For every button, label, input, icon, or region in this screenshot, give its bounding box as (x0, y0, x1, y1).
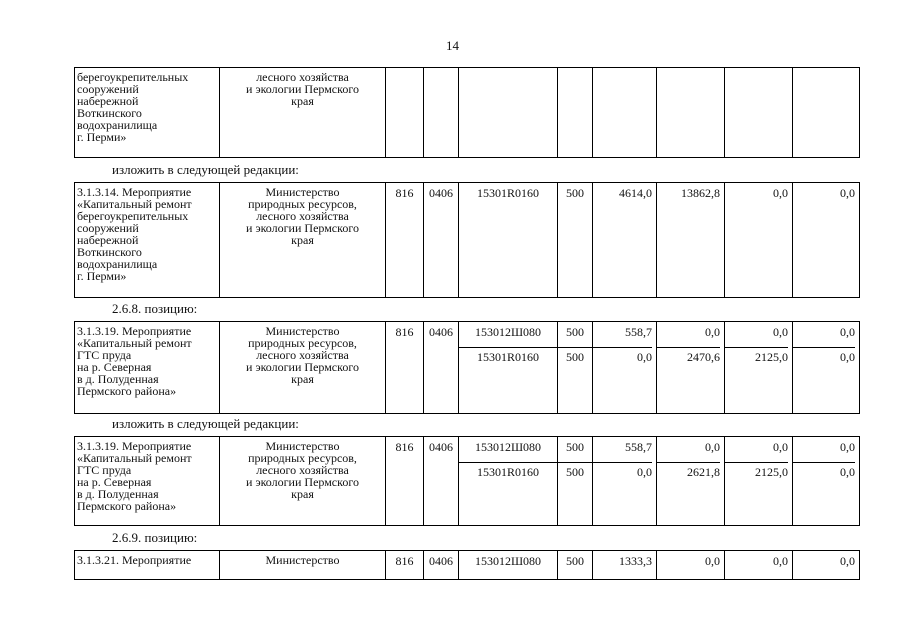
value-1-value: 4614,0 (619, 186, 652, 200)
gcode-cell (386, 68, 424, 158)
target-code-value: 15301R0160 (459, 347, 557, 363)
position-heading-2-6-8: 2.6.8. позицию: (112, 301, 198, 316)
value-3-value: 0,0 (773, 554, 788, 568)
instruction-text: изложить в следующей редакции: (112, 162, 299, 177)
responsible-executor-cell (220, 551, 386, 580)
section-code-cell (424, 68, 459, 158)
activity-name-line: берегоукрепительных (77, 209, 189, 223)
gcode-value: 816 (395, 554, 414, 568)
value-4-value: 0,0 (840, 440, 855, 454)
target-code-value: 153012Ш080 (474, 440, 542, 454)
value-3-cell (725, 68, 793, 158)
responsible-executor-line: края (291, 487, 314, 501)
responsible-executor-line: Министерство (265, 324, 340, 338)
value-4-cell (793, 183, 860, 298)
activity-name-cell (75, 551, 220, 580)
activity-name-line: набережной (77, 94, 139, 108)
section-code-cell (424, 437, 459, 526)
value-3-value: 2125,0 (725, 462, 788, 478)
section-code-value: 0406 (429, 554, 453, 568)
target-code-value: 153012Ш080 (474, 554, 542, 568)
expense-type-cell (558, 551, 593, 580)
value-3-cell (725, 437, 793, 526)
expense-type-cell (558, 437, 593, 526)
responsible-executor-line: природных ресурсов, (248, 197, 357, 211)
responsible-executor-line: Министерство (265, 185, 340, 199)
value-1-cell (593, 183, 657, 298)
value-1-value: 1333,3 (619, 554, 652, 568)
value-1-value: 558,7 (625, 440, 652, 454)
table-row (75, 551, 860, 580)
table-fragment-3-1-3-14 (74, 182, 859, 298)
gcode-value: 816 (395, 325, 414, 339)
value-4-cell (793, 322, 860, 414)
responsible-executor-cell (220, 437, 386, 526)
responsible-executor-cell (220, 183, 386, 298)
expense-type-value: 500 (566, 554, 584, 568)
activity-name-line: Воткинского (77, 245, 142, 259)
table-row (75, 183, 860, 298)
section-code-value: 0406 (429, 440, 453, 454)
responsible-executor-line: лесного хозяйства (256, 348, 349, 362)
value-3-cell (725, 551, 793, 580)
activity-name-line: г. Перми» (77, 130, 127, 144)
table-fragment-continuation (74, 67, 859, 158)
activity-name-line: сооружений (77, 221, 139, 235)
value-4-cell (793, 437, 860, 526)
gcode-cell (386, 551, 424, 580)
table-fragment-3-1-3-21 (74, 550, 859, 580)
expense-type-cell (558, 68, 593, 158)
data-table (74, 182, 860, 298)
data-table (74, 436, 860, 526)
activity-name-line: сооружений (77, 82, 139, 96)
expense-type-value: 500 (566, 440, 584, 454)
table-row (75, 68, 860, 158)
value-1-cell (593, 68, 657, 158)
value-1-cell (593, 551, 657, 580)
responsible-executor-line: края (291, 372, 314, 386)
activity-name-line: на р. Северная (77, 475, 152, 489)
value-2-cell (657, 68, 725, 158)
value-2-cell (657, 183, 725, 298)
gcode-value: 816 (395, 440, 414, 454)
table-row (75, 322, 860, 414)
activity-name-line: ГТС пруда (77, 348, 132, 362)
responsible-executor-line: и экологии Пермского (246, 221, 359, 235)
activity-name-line: Пермского района» (77, 384, 177, 398)
value-4-cell (793, 68, 860, 158)
target-code-cell (459, 183, 558, 298)
responsible-executor-line: Министерство (265, 553, 340, 567)
responsible-executor-cell (220, 68, 386, 158)
responsible-executor-line: Министерство (265, 439, 340, 453)
value-2-value: 0,0 (705, 440, 720, 454)
value-1-value: 0,0 (593, 462, 652, 478)
value-4-value: 0,0 (793, 347, 855, 363)
expense-type-cell (558, 322, 593, 414)
activity-name-line: г. Перми» (77, 269, 127, 283)
value-2-value: 2621,8 (657, 462, 720, 478)
table-fragment-3-1-3-19-new (74, 436, 859, 526)
section-code-value: 0406 (429, 186, 453, 200)
value-4-value: 0,0 (840, 554, 855, 568)
activity-name-cell (75, 322, 220, 414)
value-3-cell (725, 322, 793, 414)
responsible-executor-line: природных ресурсов, (248, 336, 357, 350)
activity-name-line: на р. Северная (77, 360, 152, 374)
responsible-executor-line: природных ресурсов, (248, 451, 357, 465)
activity-name-line: Пермского района» (77, 499, 177, 513)
value-4-cell (793, 551, 860, 580)
instruction-text: изложить в следующей редакции: (112, 416, 299, 431)
table-row (75, 437, 860, 526)
responsible-executor-line: и экологии Пермского (246, 82, 359, 96)
value-3-value: 0,0 (773, 186, 788, 200)
data-table (74, 550, 860, 580)
value-2-value: 0,0 (705, 554, 720, 568)
activity-name-line: «Капитальный ремонт (77, 197, 192, 211)
expense-type-value: 500 (558, 347, 592, 363)
gcode-cell (386, 437, 424, 526)
activity-name-line: берегоукрепительных (77, 70, 189, 84)
section-code-cell (424, 322, 459, 414)
activity-name-line: ГТС пруда (77, 463, 132, 477)
responsible-executor-line: лесного хозяйства (256, 70, 349, 84)
section-code-value: 0406 (429, 325, 453, 339)
value-1-value: 0,0 (593, 347, 652, 363)
target-code-cell (459, 68, 558, 158)
value-2-value: 2470,6 (657, 347, 720, 363)
expense-type-cell (558, 183, 593, 298)
value-2-cell (657, 322, 725, 414)
value-1-value: 558,7 (625, 325, 652, 339)
value-4-value: 0,0 (840, 186, 855, 200)
value-1-cell (593, 437, 657, 526)
expense-type-value: 500 (566, 186, 584, 200)
gcode-value: 816 (395, 186, 414, 200)
activity-name-cell (75, 183, 220, 298)
activity-name-line: «Капитальный ремонт (77, 336, 192, 350)
target-code-value: 15301R0160 (459, 462, 557, 478)
target-code-cell (459, 437, 558, 526)
activity-name-cell (75, 68, 220, 158)
responsible-executor-cell (220, 322, 386, 414)
activity-name-line: 3.1.3.14. Мероприятие (77, 185, 192, 199)
responsible-executor-line: и экологии Пермского (246, 475, 359, 489)
gcode-cell (386, 183, 424, 298)
target-code-value: 153012Ш080 (474, 325, 542, 339)
gcode-cell (386, 322, 424, 414)
responsible-executor-line: лесного хозяйства (256, 463, 349, 477)
section-code-cell (424, 551, 459, 580)
activity-name-line: водохранилища (77, 257, 158, 271)
value-2-value: 13862,8 (681, 186, 720, 200)
activity-name-line: водохранилища (77, 118, 158, 132)
activity-name-line: 3.1.3.19. Мероприятие (77, 324, 192, 338)
page-number: 14 (446, 38, 459, 53)
activity-name-line: Воткинского (77, 106, 142, 120)
target-code-cell (459, 322, 558, 414)
expense-type-value: 500 (558, 462, 592, 478)
value-4-value: 0,0 (793, 462, 855, 478)
responsible-executor-line: края (291, 94, 314, 108)
activity-name-line: в д. Полуденная (77, 372, 159, 386)
target-code-value: 15301R0160 (476, 186, 539, 200)
table-fragment-3-1-3-19-old (74, 321, 859, 414)
target-code-cell (459, 551, 558, 580)
responsible-executor-line: и экологии Пермского (246, 360, 359, 374)
position-heading-2-6-9: 2.6.9. позицию: (112, 530, 198, 545)
value-2-cell (657, 437, 725, 526)
responsible-executor-line: лесного хозяйства (256, 209, 349, 223)
value-3-cell (725, 183, 793, 298)
expense-type-value: 500 (566, 325, 584, 339)
activity-name-line: «Капитальный ремонт (77, 451, 192, 465)
value-3-value: 0,0 (773, 325, 788, 339)
activity-name-line: 3.1.3.21. Мероприятие (77, 553, 192, 567)
activity-name-line: 3.1.3.19. Мероприятие (77, 439, 192, 453)
value-3-value: 2125,0 (725, 347, 788, 363)
value-3-value: 0,0 (773, 440, 788, 454)
data-table (74, 321, 860, 414)
value-2-cell (657, 551, 725, 580)
value-4-value: 0,0 (840, 325, 855, 339)
section-code-cell (424, 183, 459, 298)
data-table (74, 67, 860, 158)
value-1-cell (593, 322, 657, 414)
responsible-executor-line: края (291, 233, 314, 247)
activity-name-cell (75, 437, 220, 526)
activity-name-line: в д. Полуденная (77, 487, 159, 501)
value-2-value: 0,0 (705, 325, 720, 339)
activity-name-line: набережной (77, 233, 139, 247)
